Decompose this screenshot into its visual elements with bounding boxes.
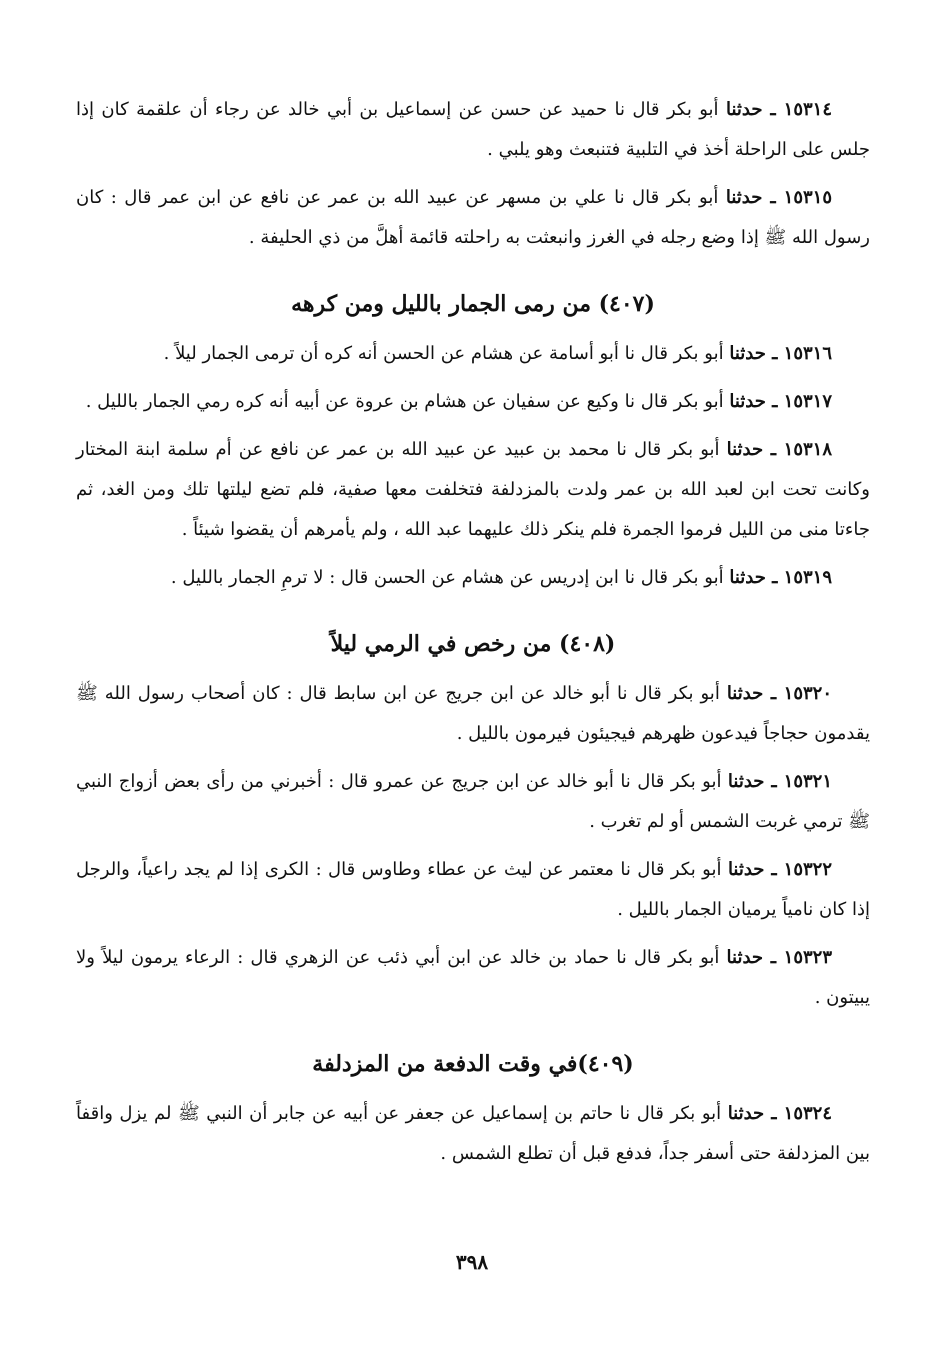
hadith-number: ١٥٣١٩ (783, 567, 832, 588)
hadith-number: ١٥٣١٧ (783, 391, 832, 412)
hadith-text: أبو بكر قال نا حماد بن خالد عن ابن أبي ذئب عن الزهري قال : الرعاء يرمون ليلاً ولا يبيتون . (76, 947, 870, 1008)
hadith-lead: حدثنا (727, 1103, 765, 1124)
hadith-text: أبو بكر قال نا معتمر عن ليث عن عطاء وطاوس قال : الكرى إذا لم يجد راعياً، والرجل إذا كان نامياً يرميان الجمار بالليل . (76, 859, 870, 920)
hadith-lead: حدثنا (727, 771, 765, 792)
separator: ـ (764, 859, 784, 880)
separator: ـ (763, 947, 784, 968)
hadith-lead: حدثنا (729, 343, 766, 364)
separator: ـ (763, 683, 784, 704)
hadith-lead: حدثنا (729, 567, 766, 588)
hadith-entry (76, 382, 870, 422)
separator: ـ (762, 187, 784, 208)
page-content (76, 90, 870, 1174)
hadith-text: أبو بكر قال نا وكيع عن سفيان عن هشام بن عروة عن أبيه أنه كره رمي الجمار بالليل . (85, 391, 724, 412)
hadith-lead: حدثنا (725, 99, 763, 120)
hadith-lead: حدثنا (727, 859, 765, 880)
separator: ـ (764, 771, 784, 792)
hadith-entry (76, 178, 870, 258)
hadith-lead: حدثنا (725, 187, 763, 208)
hadith-text: أبو بكر قال نا ابن إدريس عن هشام عن الحسن قال : لا ترمِ الجمار بالليل . (170, 567, 724, 588)
separator: ـ (765, 343, 784, 364)
hadith-text: أبو بكر قال نا أبو خالد عن ابن جريج عن عمرو قال : أخبرني من رأى بعض أزواج النبي ﷺ ترمي غربت الشمس أو لم تغرب . (76, 771, 870, 832)
hadith-entry (76, 674, 870, 754)
hadith-entry (76, 1094, 870, 1174)
hadith-text: أبو بكر قال نا علي بن مسهر عن عبيد الله بن عمر عن نافع عن ابن عمر قال : كان رسول الله ﷺ إذا وضع رجله في الغرز وانبعثت به راحلته قائمة أهلَّ من ذي الحليفة . (76, 187, 870, 248)
hadith-number: ١٥٣١٥ (783, 187, 832, 208)
hadith-text: أبو بكر قال نا أبو أسامة عن هشام عن الحسن أنه كره أن ترمى الجمار ليلاً . (163, 343, 724, 364)
hadith-number: ١٥٣٢٣ (783, 947, 832, 968)
hadith-entry (76, 762, 870, 842)
hadith-entry (76, 430, 870, 550)
separator: ـ (763, 439, 784, 460)
hadith-number: ١٥٣٢٢ (783, 859, 833, 880)
hadith-number: ١٥٣٢٠ (783, 683, 832, 704)
hadith-number: ١٥٣٢١ (783, 771, 832, 792)
hadith-lead: حدثنا (726, 439, 764, 460)
chapter-heading: (٤٠٨) من رخص في الرمي ليلاً (330, 631, 616, 657)
page-number: ٣٩٨ (455, 1250, 489, 1274)
hadith-lead: حدثنا (726, 683, 764, 704)
hadith-text: أبو بكر قال نا أبو خالد عن ابن جريج عن ابن سابط قال : كان أصحاب رسول الله ﷺ يقدمون حجاجاً فيدعون ظهرهم فيجيئون فيرمون بالليل . (76, 683, 870, 744)
hadith-text: أبو بكر قال نا محمد بن عبيد عن عبيد الله بن عمر عن نافع عن أم سلمة ابنة المختار وكانت تحت ابن لعبد الله بن عمر ولدت بالمزدلفة فتخلفت معها صفية، فلم تضع ليلتها تلك ومن الغد، ثم جاءتا منى من الليل فرموا الجمرة فلم ينكر ذلك عليهما عبد الله ، ولم يأمرهم أن يقضوا شيئاً . (76, 439, 870, 540)
hadith-entry (76, 850, 870, 930)
hadith-text: أبو بكر قال نا حميد عن حسن عن إسماعيل بن أبي خالد عن رجاء أن علقمة كان إذا جلس على الراحلة أخذ في التلبية فتنبعث وهو يلبي . (76, 99, 870, 160)
hadith-entry (76, 334, 870, 374)
hadith-text: أبو بكر قال نا حاتم بن إسماعيل عن جعفر عن أبيه عن جابر أن النبي ﷺ لم يزل واقفاً بين المزدلفة حتى أسفر جداً، فدفع قبل أن تطلع الشمس . (76, 1103, 870, 1164)
hadith-number: ١٥٣١٤ (783, 99, 832, 120)
separator: ـ (764, 1103, 784, 1124)
hadith-entry (76, 90, 870, 170)
separator: ـ (765, 567, 784, 588)
hadith-number: ١٥٣١٦ (783, 343, 832, 364)
chapter-heading: (٤٠٧) من رمى الجمار بالليل ومن كرهه (291, 291, 655, 317)
hadith-number: ١٥٣١٨ (783, 439, 832, 460)
hadith-lead: حدثنا (729, 391, 766, 412)
hadith-number: ١٥٣٢٤ (783, 1103, 832, 1124)
chapter-heading: (٤٠٩)في وقت الدفعة من المزدلفة (312, 1051, 634, 1077)
separator: ـ (765, 391, 784, 412)
hadith-entry (76, 558, 870, 598)
hadith-entry (76, 938, 870, 1018)
hadith-lead: حدثنا (726, 947, 764, 968)
separator: ـ (762, 99, 784, 120)
